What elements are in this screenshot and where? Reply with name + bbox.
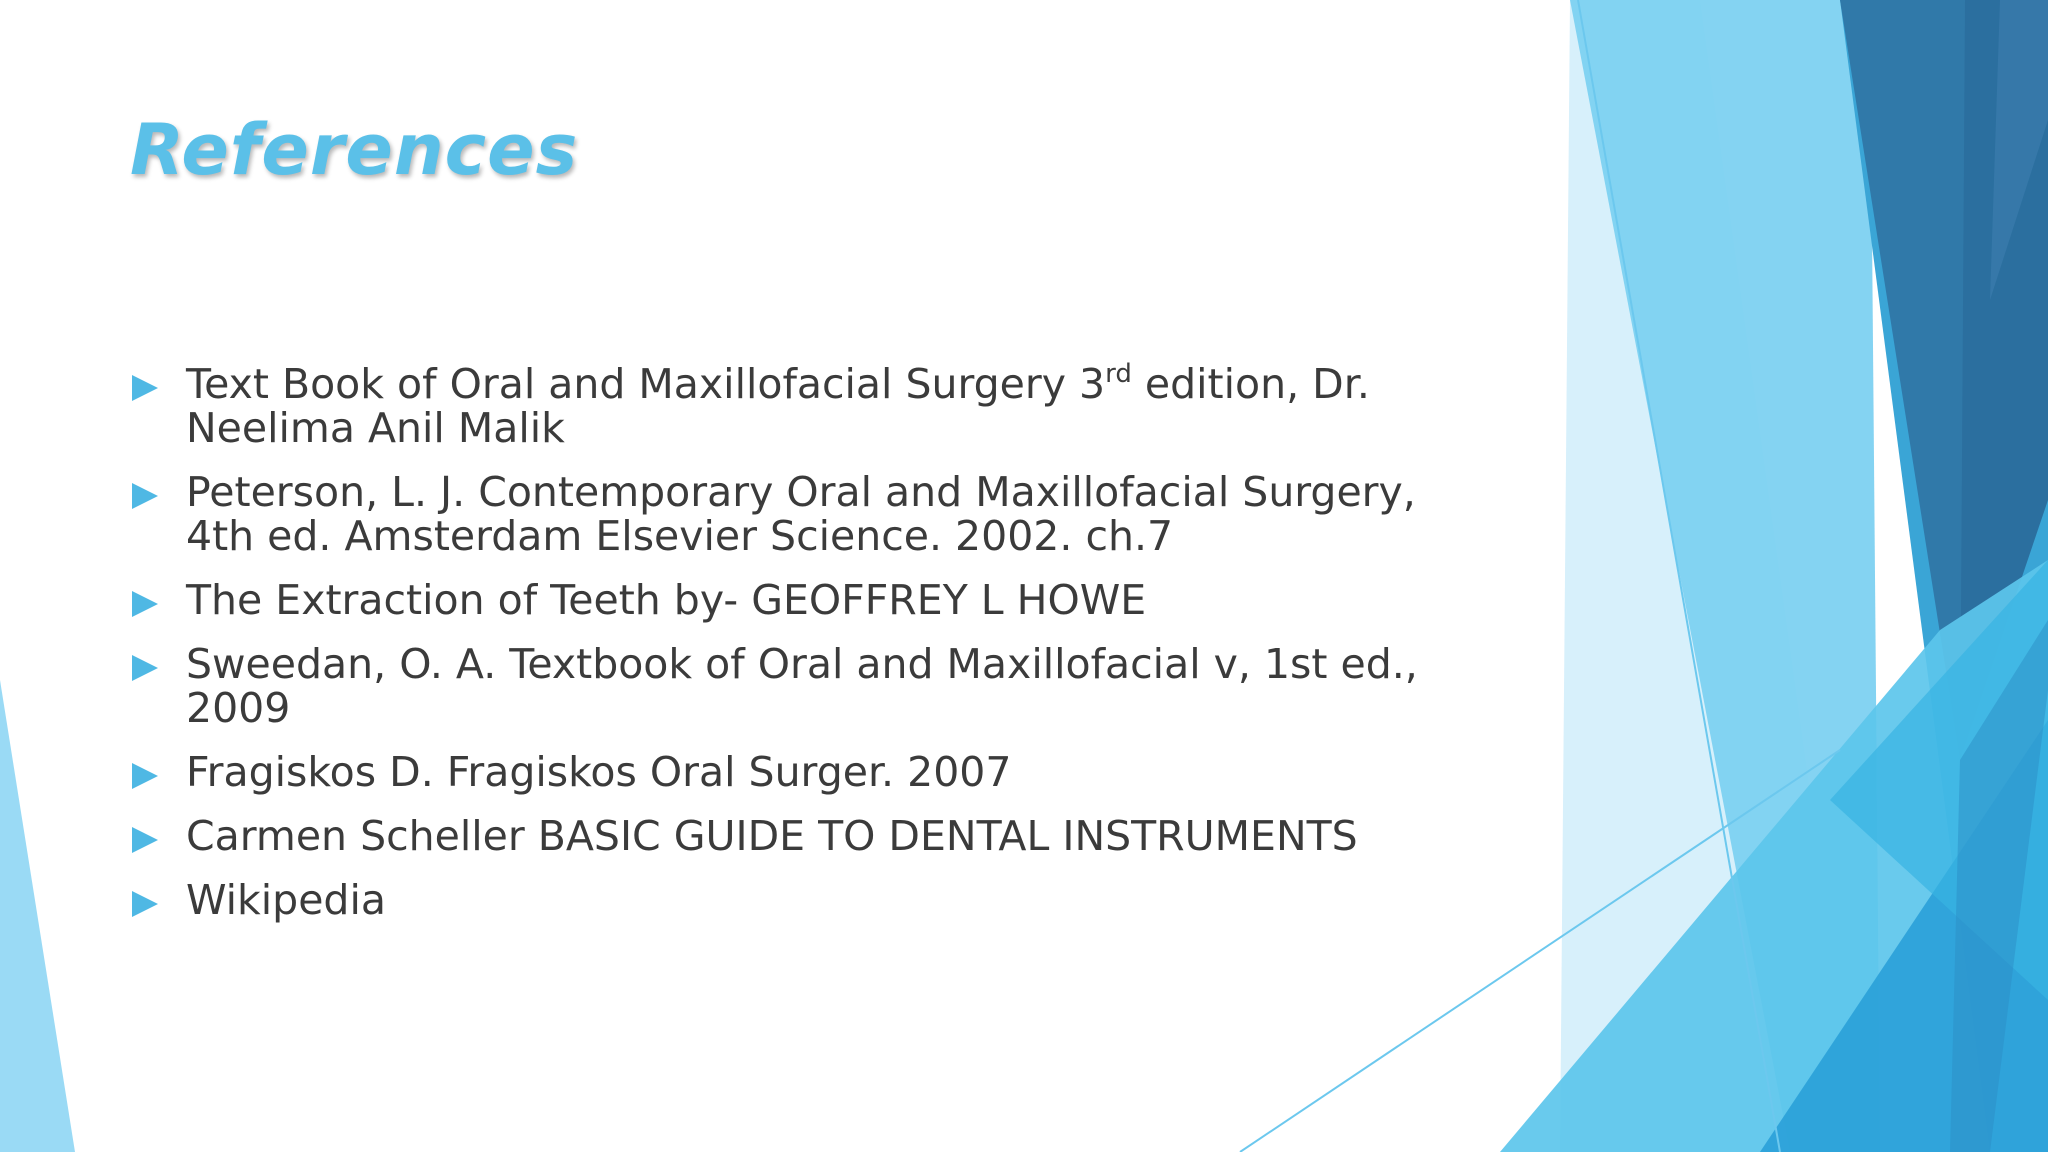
- triangle-right-icon: [132, 655, 158, 681]
- list-item: [130, 359, 1470, 452]
- list-item: [130, 814, 1470, 858]
- reference-text: Sweedan, O. A. Textbook of Oral and Maxillofacial v, 1st ed., 2009: [186, 640, 1418, 732]
- reference-text: Peterson, L. J. Contemporary Oral and Maxillofacial Surgery, 4th ed. Amsterdam Elsevier Science. 2002. ch.7: [186, 468, 1416, 560]
- list-item: [130, 578, 1470, 622]
- list-item: [130, 878, 1470, 922]
- list-item: [130, 470, 1470, 558]
- reference-text: Fragiskos D. Fragiskos Oral Surger. 2007: [186, 748, 1012, 796]
- reference-text: Carmen Scheller BASIC GUIDE TO DENTAL INSTRUMENTS: [186, 812, 1358, 860]
- triangle-right-icon: [132, 827, 158, 853]
- list-item: [130, 750, 1470, 794]
- reference-superscript: rd: [1105, 359, 1132, 389]
- triangle-right-icon: [132, 591, 158, 617]
- triangle-right-icon: [132, 891, 158, 917]
- reference-text-tail: edition, Dr. Neelima Anil Malik: [186, 360, 1370, 452]
- references-list: [130, 359, 1470, 942]
- list-item: [130, 642, 1470, 730]
- reference-text: Wikipedia: [186, 876, 386, 924]
- reference-text: Text Book of Oral and Maxillofacial Surgery 3: [186, 360, 1106, 408]
- slide-title: References: [130, 109, 579, 191]
- left-edge-shard: [0, 680, 75, 1152]
- reference-text: The Extraction of Teeth by- GEOFFREY L HOWE: [186, 576, 1147, 624]
- triangle-right-icon: [132, 763, 158, 789]
- triangle-right-icon: [132, 483, 158, 509]
- triangle-right-icon: [132, 375, 158, 401]
